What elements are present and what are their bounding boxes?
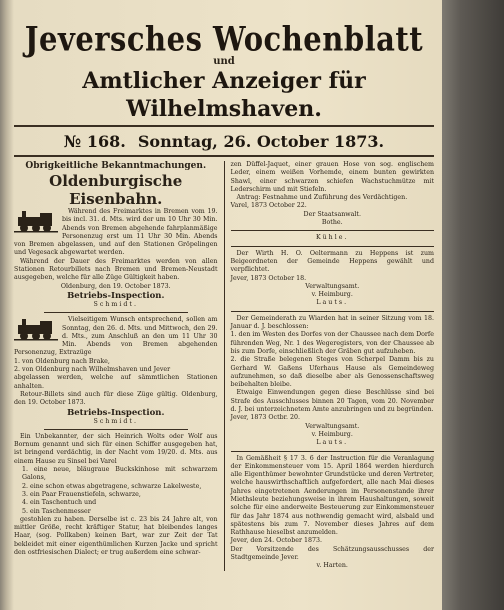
masthead-title: Jeversches Wochenblatt	[24, 19, 424, 59]
office-2: Verwaltungsamt.	[305, 282, 360, 290]
notice-2-signature: Schmidt.	[93, 417, 138, 425]
notice-date-2: Jever, 1873 October 18.	[230, 274, 307, 282]
list-item: 5. ein Taschenmesser	[22, 507, 91, 515]
notice-2-para-3: Retour-Billets sind auch für diese Züge gültig. Oldenburg, den 19. October 1873.	[14, 390, 218, 407]
office-3: Verwaltungsamt.	[305, 422, 360, 430]
list-item: 3. ein Paar Frauenstiefeln, schwarze,	[22, 490, 141, 498]
notice-date-4: Jever, den 24. October 1873.	[230, 537, 322, 545]
masthead-subtitle: Amtlicher Anzeiger für Wilhelmshaven.	[82, 68, 366, 122]
left-column	[14, 161, 225, 571]
stolen-items-list	[14, 466, 218, 516]
section-heading: Obrigkeitliche Bekanntmachungen.	[25, 161, 207, 171]
masthead-rule	[14, 125, 434, 127]
locomotive-icon	[14, 209, 58, 233]
notice-lauts2: In Gemäßheit § 17 3. 6 der Instruction für die Veranlagung der Einkommensteuer vom 15. April 1864 werden hierdurch alle Eigenthümer bewohnter Grundstücke und deren Vertreter, welche hauswirthschaftlich aufgefordert, alle nach Mai dieses Jahres eingetretenen Aenderungen im Personenstande ihrer Miethsleute beziehungsweise in ihrem Haushaltungen, soweit solche für eine anderweite Besteuerung zur Einkommensteuer für das Jahr 1874 aus nothwendig gemacht wird, alsbald und spätestens bis zum 7. November dieses Jahres auf dem Rathhause hieselbst anzumelden.	[230, 454, 434, 537]
notice-1-signature: Schmidt.	[93, 300, 138, 308]
notice-lauts1-item-2: 2. die Straße belegenen Steges von Scherpel Damm bis zu Gerhard W. Gaßens Uferhaus Hause als Gemeindeweg aufzunehmen, so daß dieselbe aber als Genossenschaftsweg beibehalten bleibe.	[230, 356, 434, 389]
notice-lauts1-item-1: 1. den im Westen des Dorfes von der Chaussee nach dem Dorfe führenden Weg, Nr. 1 des Wegeregisters, von der Chaussee ab bis zum Dorfe, einschließlich der Gräben gut aufzuheben.	[230, 331, 434, 355]
office-1: Der Staatsanwalt.	[303, 210, 361, 218]
issue-number: № 168.	[63, 132, 126, 151]
locomotive-icon	[14, 317, 58, 341]
columns	[14, 161, 434, 571]
divider	[44, 312, 188, 313]
issue-rule	[14, 155, 434, 157]
notice-2-dept: Betriebs-Inspection.	[67, 407, 165, 418]
category-lauts-1: Lauts.	[316, 299, 349, 307]
issue-date: Sonntag, 26. October 1873.	[137, 132, 385, 151]
divider	[231, 246, 435, 247]
divider	[44, 429, 188, 430]
request-line: Antrag: Festnahme und Zuführung des Verdächtigen.	[236, 194, 408, 202]
category-lauts-2: Lauts.	[316, 439, 349, 447]
signature-3: v. Heimburg.	[311, 430, 353, 438]
continuation-para: zen Düffel-Jaquet, einer grauen Hose von sog. englischem Leder, einem weißen Vorhemde, einem bunten gewirkten Shawl, einer schwarzen schiefen Wachstuchmütze mit Lederschirm und mit Stiefeln.	[230, 161, 434, 193]
masthead-und: und	[213, 56, 235, 67]
notice-2-para-1: Vielseitigem Wunsch entsprechend, sollen am Sonntag, den 26. d. Mts. und Mittwoch, den 29. d. Mts., zum Anschluß an den um 11 Uhr 30 Min. Abends von Bremen abgehenden Personenzug, Extrazüge	[14, 316, 218, 357]
notice-3-para-2: gestohlen zu haben. Derselbe ist c. 23 bis 24 Jahre alt, von mittler Größe, recht kräftiger Statur, hat bleibendes langes Haar, (sog. Pollkaben) keinen Bart, war zur Zeit der Tat bekleidet mit einer eigenthümlichen Kurzen Jacke und spricht den ostfriesischen Dialect; er trug außerdem eine schwar-	[14, 515, 218, 556]
notice-kuhle: Der Wirth H. O. Oeltermann zu Heppens ist zum Beigeordneten der Gemeinde Heppens gewählt und verpflichtet.	[230, 249, 434, 274]
notice-1-date: Oldenburg, den 19. October 1873.	[60, 282, 171, 290]
notice-lauts1-para-1: Der Gemeinderath zu Wiarden hat in seiner Sitzung vom 18. Januar d. J. beschlossen:	[230, 314, 434, 331]
divider	[231, 451, 435, 452]
list-item: 2. eine schon etwas abgetragene, schwarze Lakelweste,	[22, 482, 202, 490]
divider	[231, 230, 435, 231]
notice-1-para-2: Während der Dauer des Freimarktes werden von allen Stationen Retourbillets nach Bremen und Bremen-Neustadt ausgegeben, welche für alle Züge Gültigkeit haben.	[14, 257, 218, 282]
notice-date-1: Varel, 1873 October 22.	[230, 202, 307, 210]
newspaper-page	[14, 19, 434, 582]
notice-date-3: Jever, 1873 Octbr. 20.	[230, 414, 300, 422]
book-spine	[442, 0, 504, 610]
signature-4: v. Harten.	[316, 562, 348, 570]
divider	[231, 311, 435, 312]
signature-2: v. Heimburg.	[311, 291, 353, 299]
notice-lauts1-para-2: Etwaige Einwendungen gegen diese Beschlüsse sind bei Strafe des Ausschlusses binnen 20 Tagen, vom 20. November d. J. bei unterzeichnetem Amte anzubringen und zu begründen.	[230, 389, 434, 414]
notice-2-item-1: 1. von Oldenburg nach Brake,	[14, 357, 110, 365]
notice-1-dept: Betriebs-Inspection.	[67, 290, 165, 301]
signature-1: Bothe.	[321, 219, 343, 227]
notice-1-para-1: Während des Freimarktes in Bremen vom 19. bis incl. 31. d. Mts. wird der um 10 Uhr 30 Min. Abends von Bremen abgehende fahrplanmäßige Personenzug erst um 11 Uhr 30 Min. Abends von Bremen abgelassen, und auf den Stationen Gröpelingen und Vegesack abgewartet werden.	[14, 208, 218, 257]
notice-2-item-2: 2. von Oldenburg nach Wilhelmshaven und Jever	[14, 366, 171, 374]
category-kuhle: Kühle.	[316, 234, 349, 242]
issue-line	[14, 131, 434, 153]
office-4: Der Vorsitzende des Schätzungsausschusses der Stadtgemeinde Jever.	[230, 545, 434, 562]
notice-2-para-2: abgelassen werden, welche auf sämmtlichen Stationen anhalten.	[14, 374, 218, 390]
notice-3-para-1: Ein Unbekannter, der sich Heinrich Wolts oder Wolf aus Bornum genannt und sich für einen Schiffer ausgegeben hat, ist bringend verdächtig, in der Nacht vom 19/20. d. Mts. aus einem Hause zu Sinsel bei Varel	[14, 432, 218, 465]
railway-heading: Oldenburgische Eisenbahn.	[49, 172, 183, 208]
right-column	[225, 161, 435, 571]
list-item: 4. ein Taschentuch und	[22, 499, 97, 507]
list-item: 1. eine neue, bläugraue Buckskinhose mit schwarzem Galons,	[22, 466, 218, 482]
